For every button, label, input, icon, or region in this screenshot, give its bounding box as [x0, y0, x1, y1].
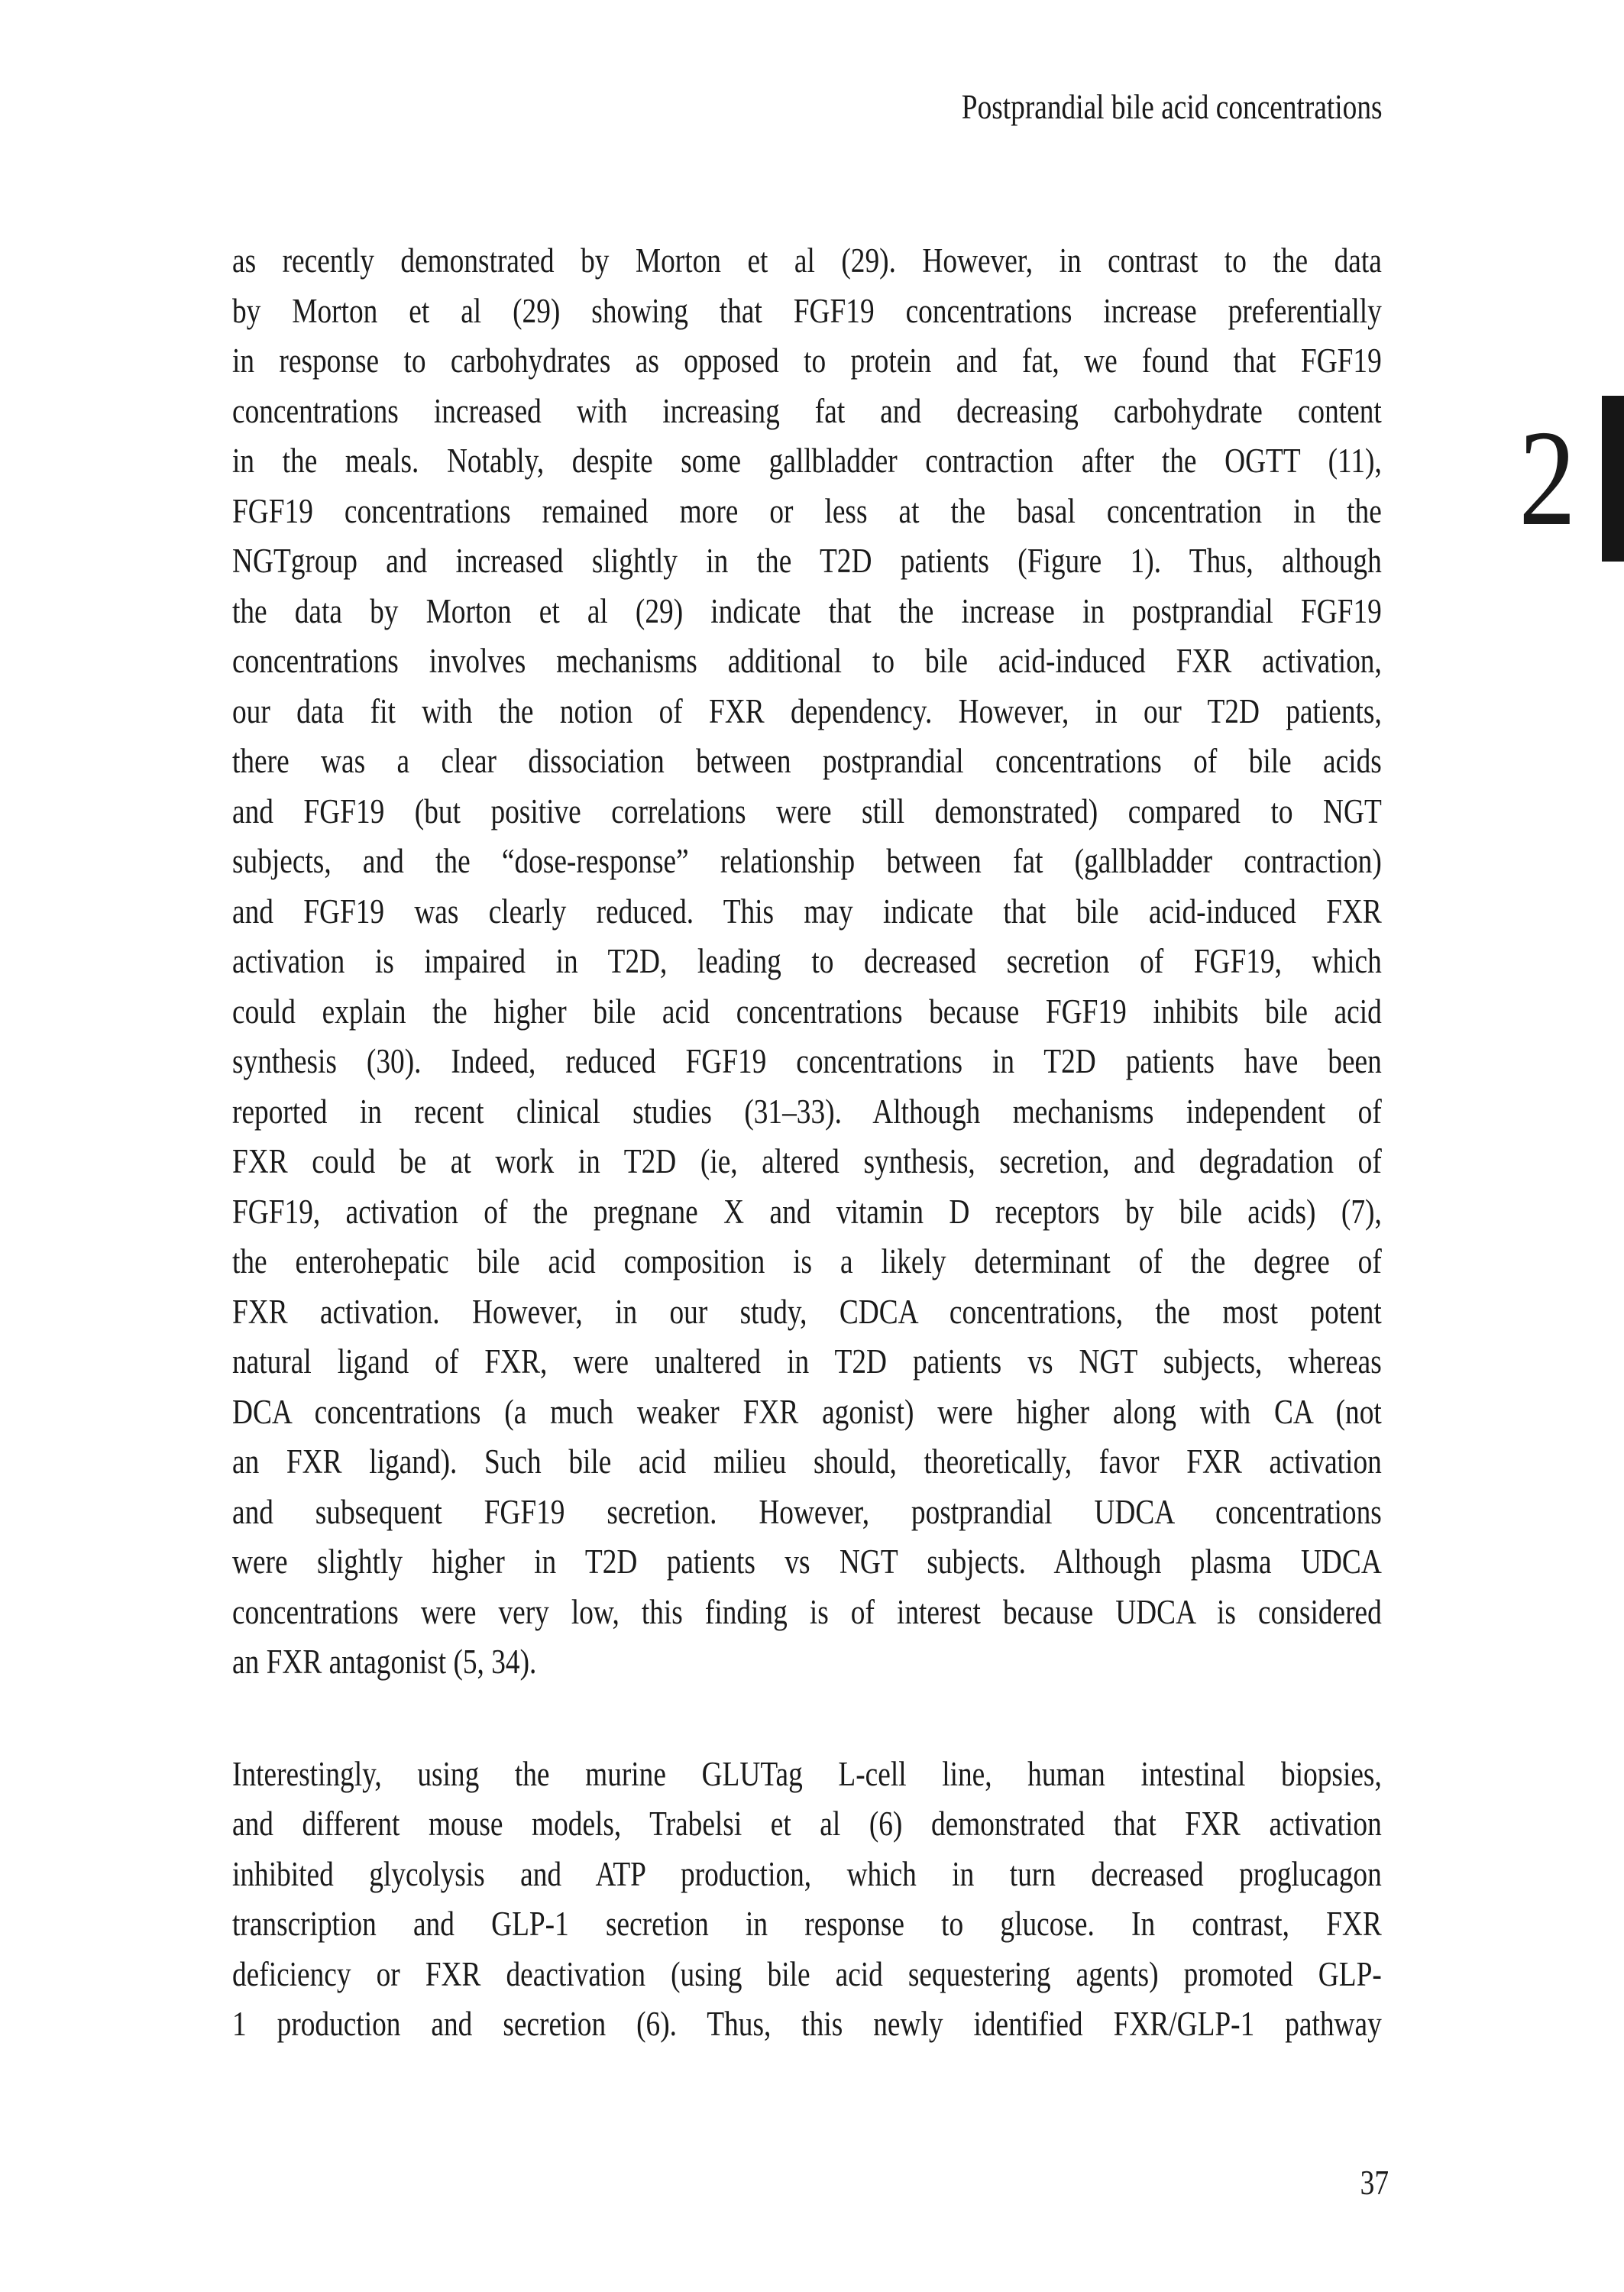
text-line: and subsequent FGF19 secretion. However, postprandial UDCA concentrations [232, 1492, 1382, 1531]
text-line: FXR activation. However, in our study, CDCA concentrations, the most potent [232, 1292, 1382, 1331]
chapter-number: 2 [1519, 402, 1576, 554]
text-line: reported in recent clinical studies (31–33). Although mechanisms independent of [232, 1092, 1382, 1131]
text-line: our data fit with the notion of FXR dependency. However, in our T2D patients, [232, 691, 1382, 730]
text-line: there was a clear dissociation between postprandial concentrations of bile acids [232, 742, 1382, 780]
text-line: FGF19, activation of the pregnane X and vitamin D receptors by bile acids) (7), [232, 1192, 1382, 1231]
text-line: the data by Morton et al (29) indicate that the increase in postprandial FGF19 [232, 591, 1382, 630]
text-line: transcription and GLP-1 secretion in response to glucose. In contrast, FXR [232, 1905, 1382, 1943]
text-line: NGTgroup and increased slightly in the T2D patients (Figure 1). Thus, although [232, 542, 1382, 580]
text-line: and different mouse models, Trabelsi et al (6) demonstrated that FXR activation [232, 1805, 1382, 1843]
text-line: and FGF19 (but positive correlations were still demonstrated) compared to NGT [232, 792, 1382, 830]
text-line: DCA concentrations (a much weaker FXR agonist) were higher along with CA (not [232, 1392, 1382, 1431]
text-line: by Morton et al (29) showing that FGF19 concentrations increase preferentially [232, 291, 1382, 330]
text-line: concentrations increased with increasing fat and decreasing carbohydrate content [232, 391, 1382, 430]
text-line: in the meals. Notably, despite some gallbladder contraction after the OGTT (11), [232, 442, 1382, 480]
text-line: synthesis (30). Indeed, reduced FGF19 concentrations in T2D patients have been [232, 1042, 1382, 1080]
text-line: subjects, and the “dose-response” relationship between fat (gallbladder contraction) [232, 842, 1382, 880]
text-line: an FXR ligand). Such bile acid milieu should, theoretically, favor FXR activation [232, 1442, 1382, 1481]
text-line: deficiency or FXR deactivation (using bile acid sequestering agents) promoted GLP- [232, 1954, 1382, 1993]
text-line: concentrations involves mechanisms additional to bile acid-induced FXR activation, [232, 642, 1382, 680]
text-line: FGF19 concentrations remained more or less at the basal concentration in the [232, 491, 1382, 530]
text-line: inhibited glycolysis and ATP production, which in turn decreased proglucagon [232, 1854, 1382, 1893]
text-line: were slightly higher in T2D patients vs NGT subjects. Although plasma UDCA [232, 1543, 1382, 1581]
text-line: activation is impaired in T2D, leading to decreased secretion of FGF19, which [232, 942, 1382, 980]
text-line: FXR could be at work in T2D (ie, altered synthesis, secretion, and degradation of [232, 1142, 1382, 1180]
text-line: the enterohepatic bile acid composition is a likely determinant of the degree of [232, 1242, 1382, 1280]
page-number: 37 [1360, 2164, 1389, 2202]
text-line: Interestingly, using the murine GLUTag L-cell line, human intestinal biopsies, [232, 1754, 1382, 1793]
text-line: concentrations were very low, this finding is of interest because UDCA is considered [232, 1592, 1382, 1631]
text-line: and FGF19 was clearly reduced. This may indicate that bile acid-induced FXR [232, 892, 1382, 931]
body-text [232, 236, 1382, 2050]
chapter-tab-bar [1602, 396, 1624, 562]
text-line: 1 production and secretion (6). Thus, this newly identified FXR/GLP-1 pathway [232, 2005, 1382, 2043]
text-line: could explain the higher bile acid concentrations because FGF19 inhibits bile acid [232, 992, 1382, 1031]
text-line: as recently demonstrated by Morton et al (29). However, in contrast to the data [232, 241, 1382, 280]
text-line: an FXR antagonist (5, 34). [232, 1643, 537, 1681]
paragraph [232, 1750, 1382, 2050]
running-head: Postprandial bile acid concentrations [962, 88, 1383, 126]
paragraph [232, 236, 1382, 1688]
text-line: in response to carbohydrates as opposed to protein and fat, we found that FGF19 [232, 342, 1382, 380]
text-line: natural ligand of FXR, were unaltered in T2D patients vs NGT subjects, whereas [232, 1342, 1382, 1381]
